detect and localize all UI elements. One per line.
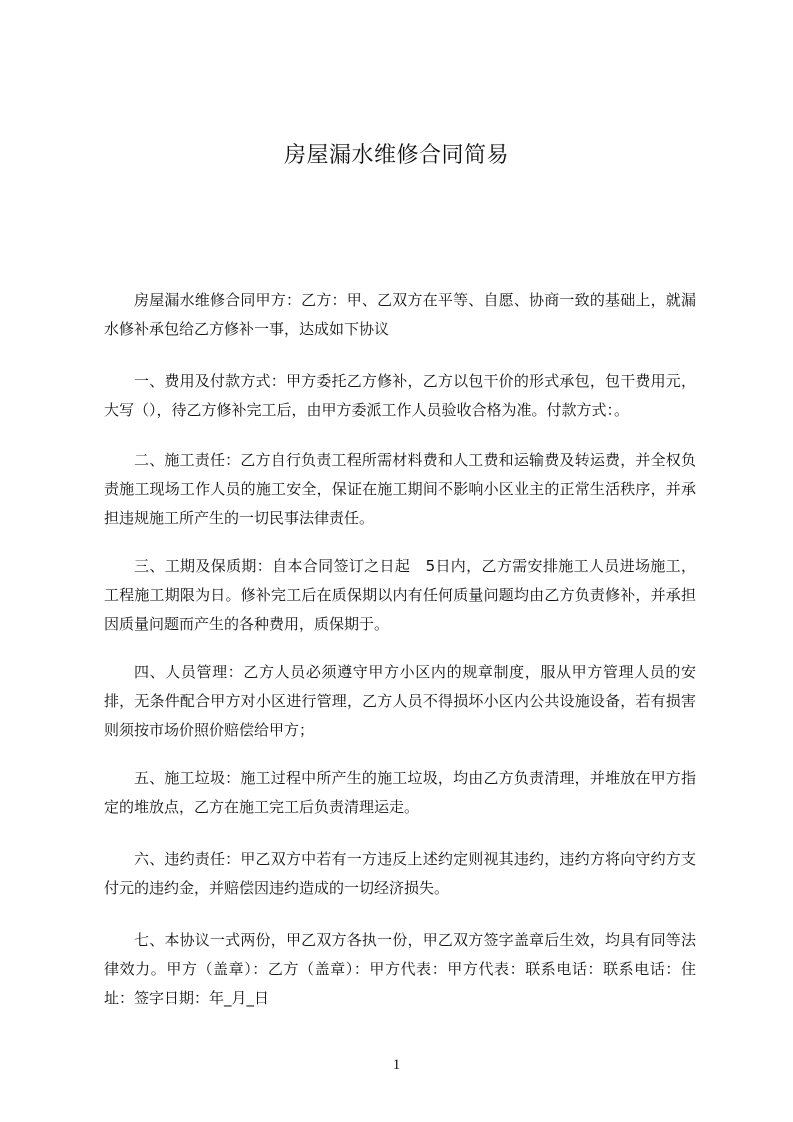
paragraph-text: 二、施工责任：乙方自行负责工程所需材料费和人工费和运输费及转运费，并全权负责施工现场工作人员的施工安全，保证在施工期间不影响小区业主的正常生活秩序，并承担违规施工所产生的一切民事法律责任。 [104, 451, 696, 527]
paragraph-text: 五、施工垃圾：施工过程中所产生的施工垃圾，均由乙方负责清理，并堆放在甲方指定的堆放点，乙方在施工完工后负责清理运走。 [104, 769, 696, 816]
paragraph-text: 三、工期及保质期：自本合同签订之日起 5日内，乙方需安排施工人员进场施工，工程施工期限为日。修补完工后在质保期以内有任何质量问题均由乙方负责修补，并承担因质量问题而产生的各种费用，质保期于。 [104, 557, 696, 633]
paragraph-text: 六、违约责任：甲乙双方中若有一方违反上述约定则视其违约，违约方将向守约方支付元的违约金，并赔偿因违约造成的一切经济损失。 [104, 850, 696, 897]
paragraph-clause-4-personnel [104, 658, 696, 745]
paragraph-clause-1-fees [104, 367, 696, 425]
paragraph-intro [104, 286, 696, 344]
paragraph-clause-3-schedule [104, 552, 696, 639]
paragraph-clause-7-signatures [104, 926, 696, 1013]
paragraph-text: 七、本协议一式两份，甲乙双方各执一份，甲乙双方签字盖章后生效，均具有同等法律效力。甲方（盖章）：乙方（盖章）：甲方代表：甲方代表：联系电话：联系电话：住址：签字日期：年_月_日 [104, 931, 696, 1007]
paragraph-clause-5-waste [104, 764, 696, 822]
paragraph-text: 一、费用及付款方式：甲方委托乙方修补，乙方以包干价的形式承包，包干费用元，大写（），待乙方修补完工后，由甲方委派工作人员验收合格为准。付款方式：。 [104, 372, 696, 419]
paragraph-text: 房屋漏水维修合同甲方：乙方：甲、乙双方在平等、自愿、协商一致的基础上，就漏水修补承包给乙方修补一事，达成如下协议 [104, 291, 696, 338]
paragraph-text: 四、人员管理：乙方人员必须遵守甲方小区内的规章制度，服从甲方管理人员的安排，无条件配合甲方对小区进行管理，乙方人员不得损坏小区内公共设施设备，若有损害则须按市场价照价赔偿给甲方； [104, 663, 696, 739]
paragraph-clause-6-breach [104, 845, 696, 903]
document-title: 房屋漏水维修合同简易 [283, 143, 509, 168]
page-number: 1 [392, 1057, 401, 1073]
paragraph-clause-2-responsibility [104, 446, 696, 533]
